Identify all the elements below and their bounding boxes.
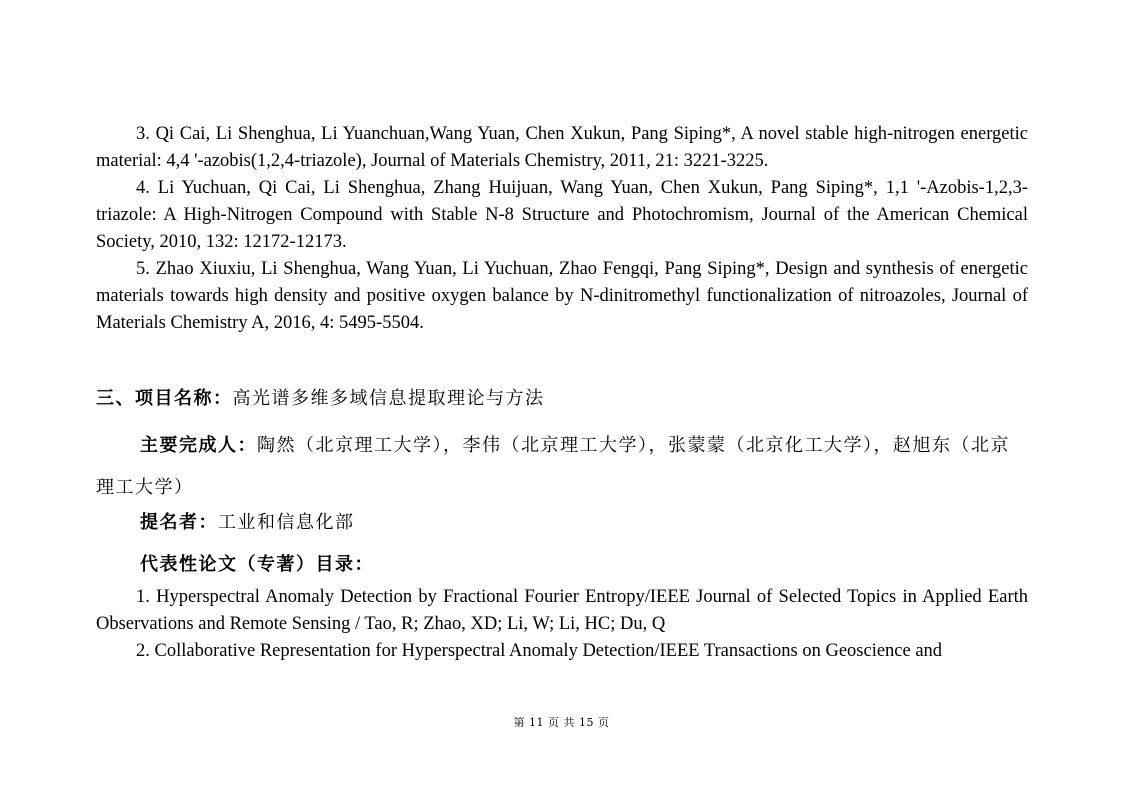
reference-item: 5. Zhao Xiuxiu, Li Shenghua, Wang Yuan, Li Yuchuan, Zhao Fengqi, Pang Siping*, Design and synthesis of energetic materials towards high density and positive oxygen balance by N-dinitromethyl functionalization of nitroazoles, Journal of Materials Chemistry A, 2016, 4: 5495-5504. bbox=[96, 259, 1028, 333]
section-label: 三、项目名称： bbox=[96, 388, 233, 409]
nominator-label: 提名者： bbox=[140, 512, 218, 533]
reference-item: 3. Qi Cai, Li Shenghua, Li Yuanchuan,Wang Yuan, Chen Xukun, Pang Siping*, A novel stable high-nitrogen energetic material: 4,4 '-azobis(1,2,4-triazole), Journal of Materials Chemistry, 2011, 21: 3221-3225. bbox=[96, 124, 1028, 171]
project-name: 高光谱多维多域信息提取理论与方法 bbox=[232, 388, 545, 409]
reference-item: 1. Hyperspectral Anomaly Detection by Fractional Fourier Entropy/IEEE Journal of Selected Topics in Applied Earth Observations and Remote Sensing / Tao, R; Zhao, XD; Li, W; Li, HC; Du, Q bbox=[96, 587, 1028, 634]
section-title bbox=[96, 384, 1028, 410]
page-number-footer: 第 11 页 共 15 页 bbox=[513, 716, 610, 729]
reference-item: 2. Collaborative Representation for Hyperspectral Anomaly Detection/IEEE Transactions on Geoscience and bbox=[136, 641, 943, 661]
reference-list-top bbox=[96, 121, 1028, 337]
completers-label: 主要完成人： bbox=[140, 435, 257, 456]
completers-value: 陶然（北京理工大学），李伟（北京理工大学），张蒙蒙（北京化工大学），赵旭东（北京理工大学） bbox=[96, 435, 1010, 498]
papers-heading: 代表性论文（专著）目录： bbox=[140, 554, 374, 575]
nominator bbox=[140, 508, 1072, 534]
main-completers bbox=[96, 425, 1028, 509]
reference-list-bottom bbox=[96, 584, 1028, 665]
nominator-value: 工业和信息化部 bbox=[218, 512, 355, 533]
reference-item: 4. Li Yuchuan, Qi Cai, Li Shenghua, Zhang Huijuan, Wang Yuan, Chen Xukun, Pang Siping*, 1,1 '-Azobis-1,2,3-triazole: A High-Nitrogen Compound with Stable N-8 Structure and Photochromism, Journal of the American Chemical Society, 2010, 132: 12172-12173. bbox=[96, 178, 1028, 252]
